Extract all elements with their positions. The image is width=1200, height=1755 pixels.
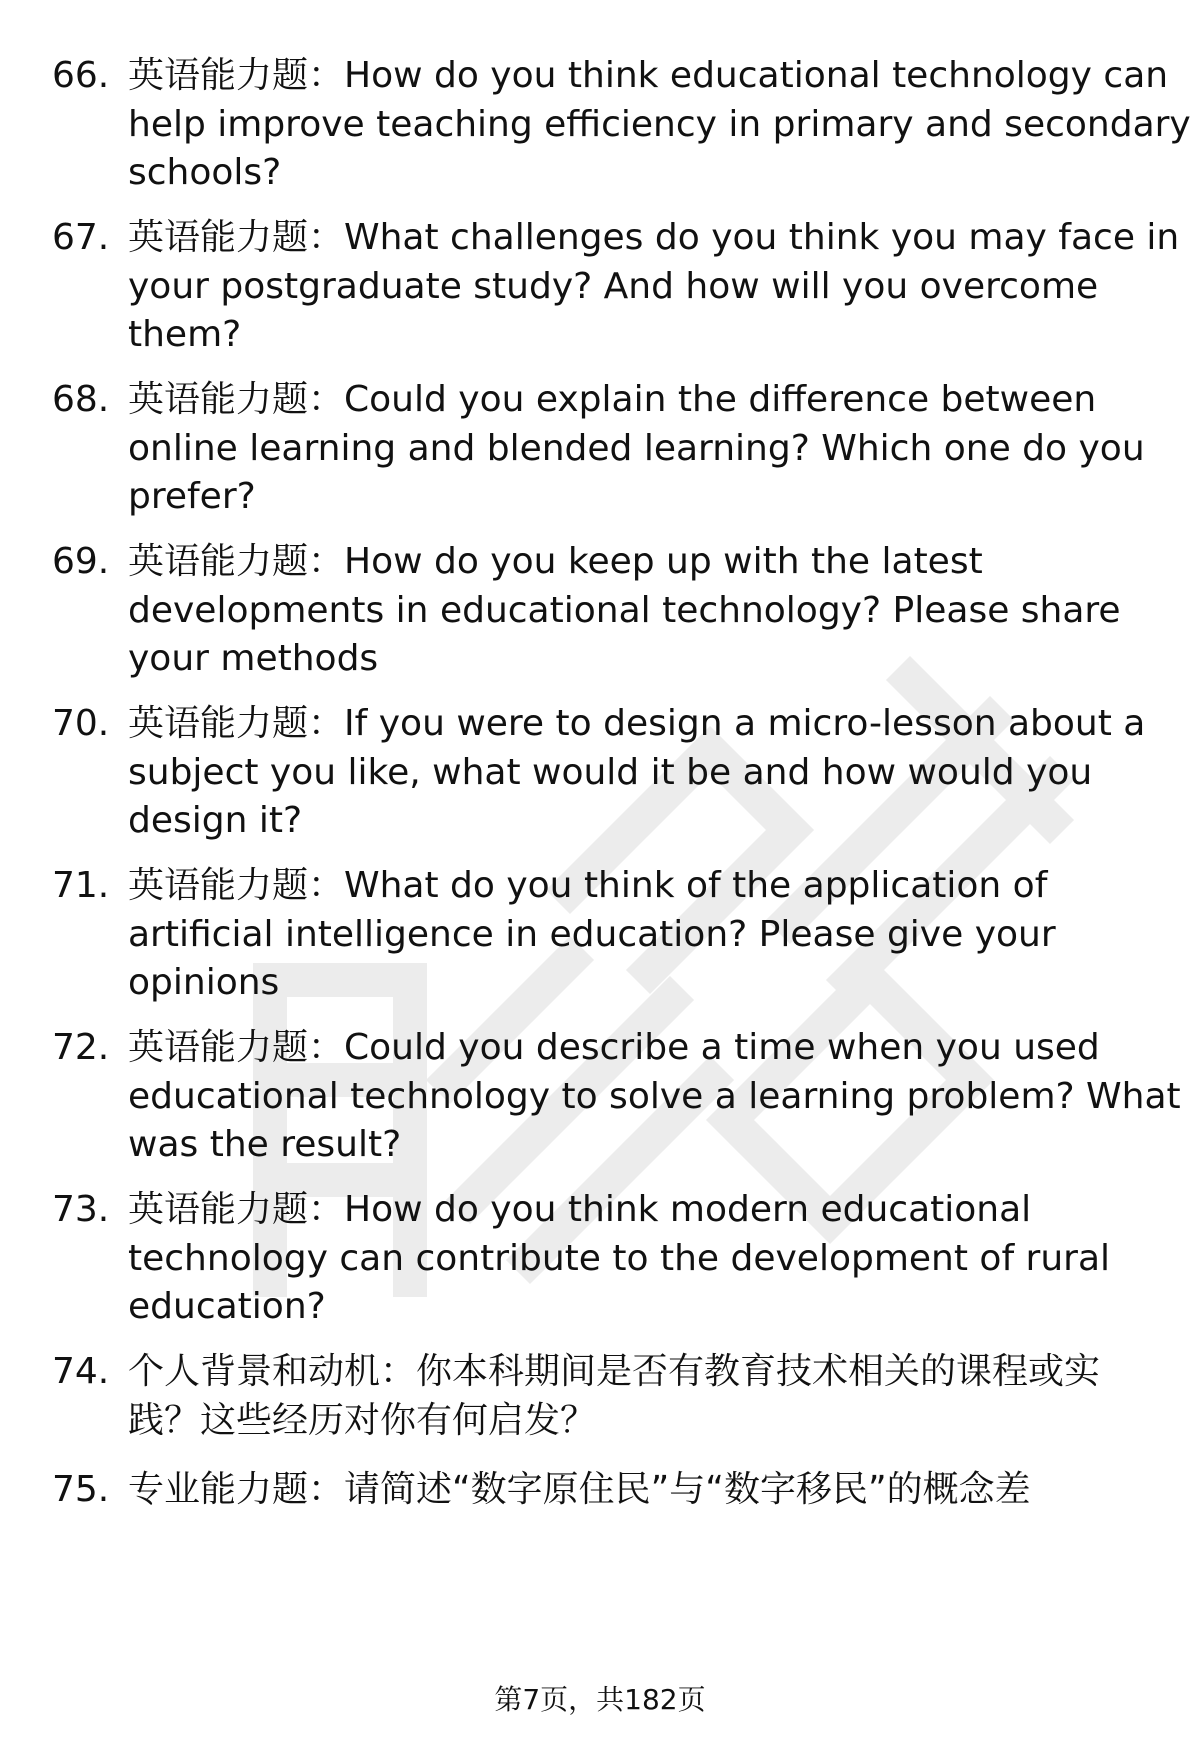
question-number: 71. <box>52 865 110 906</box>
question-number: 70. <box>52 703 110 744</box>
question-text: 英语能力题：If you were to design a micro-lesson about a subject you like, what would it be and how would you design it? <box>128 703 1146 841</box>
question-number: 68. <box>52 379 110 420</box>
question-number: 72. <box>52 1027 110 1068</box>
question-number: 66. <box>52 55 110 96</box>
page-footer: 第7页，共182页 <box>494 1683 706 1716</box>
question-text: 英语能力题：Could you explain the difference between online learning and blended learning? Which one do you prefer? <box>128 379 1145 517</box>
question-number: 73. <box>52 1189 110 1230</box>
question-text: 专业能力题：请简述“数字原住民”与“数字移民”的概念差 <box>128 1469 1031 1510</box>
question-number: 75. <box>52 1469 110 1510</box>
question-text: 英语能力题：What challenges do you think you may face in your postgraduate study? And how will you overcome them? <box>128 217 1180 355</box>
question-text: 英语能力题：How do you keep up with the latest developments in educational technology? Please share your methods <box>128 541 1121 679</box>
question-number: 74. <box>52 1351 110 1392</box>
question-number: 69. <box>52 541 110 582</box>
question-text: 个人背景和动机：你本科期间是否有教育技术相关的课程或实 践？这些经历对你有何启发？ <box>128 1351 1101 1441</box>
question-text: 英语能力题：What do you think of the application of artificial intelligence in education? Please give your opinions <box>128 865 1056 1003</box>
question-text: 英语能力题：How do you think modern educational technology can contribute to the development of rural education? <box>128 1189 1111 1327</box>
question-text: 英语能力题：How do you think educational technology can help improve teaching efficiency in primary and secondary schools? <box>128 55 1191 193</box>
question-text: 英语能力题：Could you describe a time when you used educational technology to solve a learning problem? What was the result? <box>128 1027 1181 1165</box>
question-number: 67. <box>52 217 110 258</box>
